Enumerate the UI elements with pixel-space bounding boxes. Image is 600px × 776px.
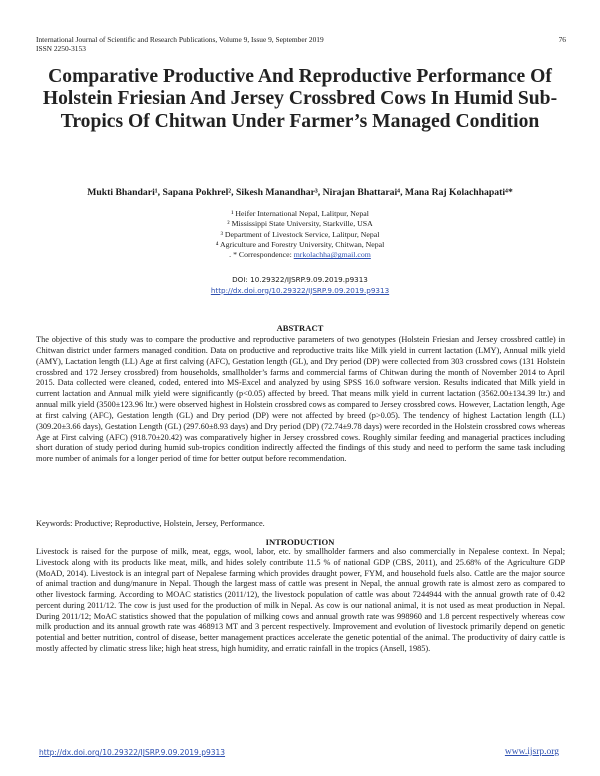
running-header xyxy=(36,35,566,53)
affiliation-2: ² Mississippi State University, Starkville, USA xyxy=(227,219,373,229)
correspondence-label: . * Correspondence: xyxy=(229,250,294,260)
doi-text: DOI: 10.29322/IJSRP.9.09.2019.p9313 xyxy=(232,275,368,284)
doi-link[interactable]: http://dx.doi.org/10.29322/IJSRP.9.09.2019.p9313 xyxy=(210,285,390,295)
correspondence-email-link[interactable]: mrkolachha@gmail.com xyxy=(293,250,371,260)
keywords: Keywords: Productive; Reproductive, Holstein, Jersey, Performance. xyxy=(36,519,265,528)
abstract-heading: ABSTRACT xyxy=(276,323,324,333)
introduction-heading: INTRODUCTION xyxy=(265,537,335,547)
journal-line: International Journal of Scientific and Research Publications, Volume 9, Issue 9, September 2019 xyxy=(36,35,324,44)
correspondence xyxy=(100,250,500,260)
affiliations xyxy=(100,209,500,260)
doi-block xyxy=(100,275,500,296)
abstract-text: The objective of this study was to compare the productive and reproductive parameters of two genotypes (Holstein Friesian and Jersey crossbred cattle) in Chitwan district under farmers managed condition. Data on productive and reproductive traits like Milk yield in current lactation (LMY), Annual milk yield (AMY), Lactation length (LL) Age at first calving (AFC), Gestation length (GL), and Dry period (DP) were collected from 303 crossbred cows (131 Holstein crossbred and 172 Jersey crossbred) from households, smallholder’s farms and commercial farms of Chitwan during the month of November 2014 to April 2015. Data collected were cleaned, coded, entered into MS-Excel and analyzed by using SPSS 16.0 software version. Results indicated that Milk yield in current lactation and Annual milk yield were significantly (p<0.05) affected by breed. That means milk yield in current lactation (3562.00±134.39 ltr.) and annual milk yield (3500±123.96 ltr.) were observed highest in Holstein crossbred cows as compared to Jersey crossbred cows. However, Lactation length, Age at first calving (AFC), Gestation length (GL) and Dry period (DP) were not affected by breed (p>0.05). The tendency of highest Lactation length (LL) (309.20±3.66 days), Gestation Length (GL) (297.60±8.93 days) and Dry period (DP) (72.74±9.78 days) were recorded in the Holstein crossbred cows whereas Age at First calving (AFC) (918.70±20.42) was comparatively higher in Jersey crossbred cows. Roughly similar feeding and managerial practices including short duration of study period during humid sub-tropics condition indirectly affected the findings of this study and need to perform the same task including more number of animals for a longer period of time for better output before recommendation. xyxy=(36,335,565,464)
footer-doi-link[interactable]: http://dx.doi.org/10.29322/IJSRP.9.09.2019.p9313 xyxy=(39,748,226,757)
paper-title: Comparative Productive And Reproductive Performance Of Holstein Friesian And Jersey Crossbred Cows In Humid Sub-Tropics Of Chitwan Under Farmer’s Managed Condition xyxy=(42,66,558,132)
author-list: Mukti Bhandari¹, Sapana Pokhrel², Sikesh Manandhar³, Nirajan Bhattarai⁴, Mana Raj Kolachhapati⁴* xyxy=(87,187,513,198)
affiliation-1: ¹ Heifer International Nepal, Lalitpur, Nepal xyxy=(231,209,369,218)
footer-site-link[interactable]: www.ijsrp.org xyxy=(504,747,559,757)
issn: ISSN 2250-3153 xyxy=(36,44,86,53)
affiliation-3: ³ Department of Livestock Service, Lalitpur, Nepal xyxy=(220,229,380,239)
affiliation-4: ⁴ Agriculture and Forestry University, Chitwan, Nepal xyxy=(215,239,385,249)
page-number: 76 xyxy=(558,35,566,44)
introduction-text: Livestock is raised for the purpose of milk, meat, eggs, wool, labor, etc. by smallholder farmers and also commercially in Nepalese context. In Nepal; Livestock along with its products like meat, milk, and hides solely contribute 11.5 % of national GDP (CBS, 2011), and 25.68% of the Agriculture GDP (MoAD, 2014). Livestock is an integral part of Nepalese farming which provides draught power, FYM, and household fuels also. Cattle are the major source of animal traction and dung/manure in Nepal. Though the largest mass of cattle was present in Nepal, the annual growth rate is almost zero as compared to other livestock farming. According to MOAC statistics (2011/12), the livestock population of cattle was about 7244944 with the annual growth rate of 0.42 percent during 2011/12. The cow is just used for the production of milk in Nepal. As cow is our national animal, it is not used as meat production in Nepal. During 2011/12; MoAC statistics showed that the population of milking cows and annual growth rate was 998960 and 1.8 percent respectively whereas cow milk production and its annual growth rate was 468913 MT and 3 percent respectively. Improvement and evolution of livestock primarily depend on genetic potential and better nutrition, control of disease, better management practices accelerate the genetic potential of the animal. The productivity of dairy cattle is mostly affected by climatic stress like; high heat stress, high humidity, and erratic rainfall in the tropics (Ansell, 1985). xyxy=(36,547,565,653)
